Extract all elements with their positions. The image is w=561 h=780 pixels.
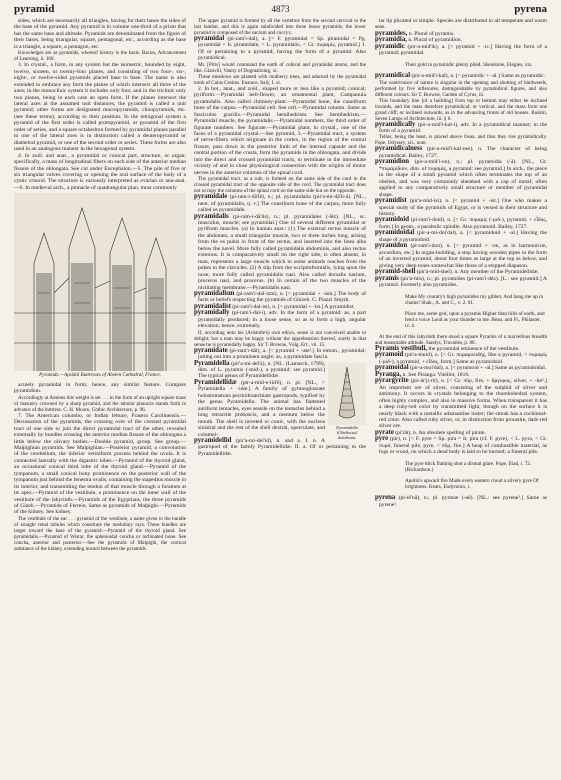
entry bbox=[375, 122, 547, 135]
entry bbox=[194, 310, 366, 329]
quotation: Accordingly at Amiens this weight is set . . . in the form of an upright square mass of masonry crowned by a sharp pyramid, and the tabular pinnacle stands forth in advance of the buttress. C. H. Moore, Gothic Architecture, p. 96. bbox=[14, 394, 186, 413]
definition: (pir-a-mid'i-kal-nes), n. The character of being pyramidical. Bailey, 1727. bbox=[379, 146, 547, 159]
quotation: The pyramidal tract, as a rule, is formed on the same side of the cord in the crossed pyramidal tract of the opposite side of the cord. The pyramidal tract does not occupy the columns of the spinal cord on the same side but on the opposite. bbox=[194, 176, 366, 195]
headword: pyramidist bbox=[375, 197, 407, 205]
quotation: The pyre thick flaming shot a dismal glare. Pope, Iliad, i. 72. (Richardson.) bbox=[405, 460, 532, 473]
headword: pyramides, bbox=[375, 29, 408, 37]
paragraph: 2. In bot., anat., and zoöl., shaped more or less like a pyramid; conical; pyriform.—Pyramidal bell-flower, an ornamental plant, Campanula pyramidalis. Also called chimney-plant.—Pyramidal bone, the cuneiform bone of the carpus.—Pyramidal cell. See cell.—Pyramidal column. Same as fasciculus gracilis.—Pyramidal hemihedrism. See hemihedrism.—Pyramidal muscle, the pyramidalis.—Pyramidal numbers, the third order of figurate numbers. See figurate.—Pyramidal plant, in crystal., one of the faces of a pyramidal crystal.—See pyramid, 3.—Pyramidal tract, a system of nerve-fibers which originate in the cortex, in the region of the central fissure, pass down in the posterior limb of the internal capsule and the central portion of the crusta, form the pyramids in the oblongata, and divide into the direct and crossed pyramidal tracts, to terminate in the immediate vicinity of and in close physiological connection with the origins of motor nerves in the anterior columns of the spinal cord. bbox=[194, 85, 366, 176]
headword: pyramidically bbox=[375, 120, 416, 128]
definition: (pir-a-mid-e-lid'ē), n. pl. [NL., < Pyramidella + -idæ.] A family of gymnoglossate holostomatous pectinibranchiate gastropods, typified by the genus Pyramidella. The animal has flattened auriform tentacles, eyes sessile on the tentacles behind a long retractile proboscis, and a mentum below the mouth. The shell is turreted or conic, with the nucleus sinistral and the rest of the shell dextral, operculate, and columel- bbox=[198, 379, 325, 438]
definition: (pi'rāt), n. An obsolete spelling of pirate. bbox=[395, 429, 486, 436]
headword: pyramidale bbox=[194, 193, 228, 201]
headword: pyramid-shell bbox=[375, 268, 416, 276]
headword: pyramidical bbox=[375, 72, 411, 80]
definition: (pir-a-mi-doi'dal), a. [< pyramidoid + -al.] Having the shape of a pyramidoid. bbox=[379, 230, 547, 243]
quotation: The contrivance of nature is singular in the opening and shutting of bindweeds, performed by five inflexures, distinguishable by pyramidical figures, and also different colours. Sir T. Browne, Garden of Cyrus, iii. bbox=[375, 79, 547, 98]
definition: (pir'a-mid-ist), n. [< pyramid + -ist.] One who makes a special study of the pyramids of Egypt, or is versed in their structure and history. bbox=[379, 198, 547, 217]
definition: the pyramidal eminence of the vestibule. bbox=[428, 345, 520, 352]
paragraph: sides, which are necessarily all triangles, having for their bases the sides of the base of the pyramid. Any pyramid is in volume one-third of a prism that has the same base and altitude. Pyramids are denominated from the figure of their bases, being triangular, square, pentagonal, etc., according as the base is a triangle, a square, a pentagon, etc. bbox=[14, 18, 186, 50]
definition: (pir-är'ji-rit), n. [< Gr. πῦρ, fire, + ἄργυρος, silver, + -ite².] An important ore of silver, consisting of the sulphid of silver and antimony. It occurs in crystals belonging to the rhombohedral system, often highly complex, and also in massive forms. When transparent it has a deep ruby-red color by transmitted light, though on the surface it is nearly black with a metallic adamantine luster; the streak has a cochineal-red color. Also called ruby silver, or, in distinction from proustite, dark-red silver ore. bbox=[379, 378, 547, 430]
headword: pyramidic bbox=[375, 42, 405, 50]
pyramids-illustration bbox=[14, 193, 186, 371]
headword: pyramidally bbox=[194, 309, 230, 317]
entry bbox=[194, 214, 366, 291]
headword: pyramoid bbox=[375, 351, 404, 359]
quotation: Their gold in pyramidic plenty piled. Shenstone, Elegies, xix. bbox=[405, 61, 533, 68]
definition: (pi-ram'i-dal), a. [= F. pyramidal = Sp. piramidal = Pg. pyramidal = It. piramidale, < L. pyramidalis, < Gr. πυραμίς, pyramid.] 1. Of or pertaining to a pyramid; having the form of a pyramid. Also pyramidical. bbox=[198, 36, 366, 62]
left-guide-word: pyramid bbox=[14, 3, 55, 15]
definition: (pir-a-mid'i-kal-i), adv. In a pyramidical manner; in the form of a pyramid. bbox=[379, 121, 547, 134]
paragraph: acutely pyramidal in form; hence, any similar feature. Compare pyramidion. bbox=[14, 381, 186, 395]
quotation: Knowledges are as pyramids, whereof history is the basis. Bacon, Advancement of Learning, ii. 169. bbox=[14, 50, 186, 63]
column-3 bbox=[375, 18, 547, 776]
definition: (pir), n. [< F. pyre = Sp. pira = It. pira (cf. F. pyre), < L. pyra, < Gr. πυρά, funeral pile, pyre, < πῦρ, fire.] A heap of combustible material, as logs or wood, on which a dead body is laid to be burned; a funeral pile. bbox=[379, 436, 547, 456]
headword: pyramis bbox=[375, 274, 399, 282]
definition: (pi-ram'i-doid), n. [< Gr. πυραμίς (-μιδ-), pyramid, + εἶδος, form.] In geom., a parabolic spindle. Also pyramoid. Bailey, 1727. bbox=[379, 217, 547, 230]
headword: Pyramidellidæ bbox=[194, 378, 237, 386]
definition: (pi-ram'i-don), n. [< pyramid + -on, as in harmonicon, accordion, etc.] In organ-building, a stop having wooden pipes in the form of an inverted pyramid, about four times as large at the top as below, and giving very deep tones somewhat like those of a stopped diapason. bbox=[379, 243, 547, 269]
definition: (pir-a-mid'i-kal), a. [< pyramidic + -al.] Same as pyramidic. bbox=[411, 73, 546, 80]
definition: n. Plural of pyramidion. bbox=[408, 37, 462, 44]
definition: n. Plural of pyramis. bbox=[408, 30, 455, 37]
headword: pyramidoid bbox=[375, 216, 409, 224]
definition: (pi-ram-i-dā'lē), n.; pl. pyramidalia (pir'a-mi-dā'li-ā). [NL., neut. of pyramidalis, q. v.] The cuneiform bone of the carpus, more fully called os pyramidale. bbox=[198, 194, 366, 214]
entry bbox=[194, 194, 366, 213]
entry bbox=[194, 438, 366, 457]
definition: n. See Piranga. Vieillot, 1816. bbox=[402, 371, 470, 378]
pyramidella-shell-engraving bbox=[328, 363, 366, 425]
quotation: Place me, some god, upon a pyramis Higher than hills of earth, and lend a voice Loud as your thunder to me. Beau. and Fl., Philaster, iv. 4. bbox=[405, 310, 545, 329]
headword: pyramidoidal bbox=[375, 229, 415, 237]
headword: Pyramidella bbox=[194, 359, 230, 367]
paragraph: 7. The American columbo, or Indian lettuce, Frasera Carolinensis.—Decussation of the pyramids, the crossing over of the crossed pyramidal tract of one side to join the direct pyramidal tract of the other, revealed externally by bundles crossing the anterior median fissure of the oblongata a little below the olivary bodies.—Double pyramid, group. See group.—Malpighian pyramids. See Malpighian.—Posterior pyramid, a convolution of the cerebellum, the inferior vermiform process behind the uvula. It is connected laterally with the digastric lobes.—Pyramid of the thyroid gland, an occasional conical third lobe of the thyroid gland.—Pyramid of the tympanum, a small conical bony prominence on the posterior wall of the tympanum just behind the fenestra ovalis, containing the stapedius muscle in its interior, and transmitting the tendon of that muscle through a foramen at its apex.—Pyramid of the vestibule, a prominence on the inner wall of the vestibule of the labyrinth.—Pyramids of the Egyptians, the three pyramids of Gizeh.—Pyramids of Ferrein. Same as pyramids of Malpighi.—Pyramids of the kidney. See kidney. bbox=[14, 412, 186, 516]
paragraph: lar lip plicated or simple. Species are distributed in all temperate and warm seas. bbox=[375, 18, 547, 31]
entry bbox=[375, 276, 547, 289]
column-2 bbox=[194, 18, 366, 776]
entry bbox=[375, 198, 547, 217]
definition: (pi-ram-i-dā'lis), n.; pl. pyramidales (-lēz). [NL., sc. musculus, muscle; see pyramidal.] One of several different pyramidal or pyriform muscles. (a) In human anat.: (1) The external rectus muscle of the abdomen, a small triangular muscle, two or three inches long, arising from the os pubis in front of the rectus, and inserted into the linea alba below the navel. More fully called pyramidalis abdominis, and also rectus externus. It is comparatively small on the right side, is often absent, in man, represents a large muscle which in some animals reaches from the pubes to the clavicles. (2) A slip from the occipitofrontalis, lying upon the nose; more fully called pyramidalis nasi. Also called dorsalis narium, procerus nasi, and procerus. (b) In certain of the two muscles of the nictitating membrane.—Pyramidalis nasi. bbox=[198, 213, 366, 291]
quotation: Mr. [Pitts] would command the earth of cubical and pyramidal atoms, and the like. Glanvill, Vanity of Dogmatizing, xi. bbox=[194, 61, 366, 74]
headword: pyramidia, bbox=[375, 36, 407, 44]
headword: pyrate bbox=[375, 428, 394, 436]
entry bbox=[375, 44, 547, 57]
page-header bbox=[14, 3, 547, 17]
paragraph: 4. In zoöl. and anat., a pyramidal or conical part, structure, or organ; specifically, a mass of longitudinal fibers on each side of the anterior median fissure of the oblongata. See cut under Encephalon.—5. The pile of five or six triangular valves covering or opening the oral surface of the body of a cystic crinoid. The structure is variously interpreted as ovarian or ano-anal.—6. In medieval arch., a pinnacle of quadrangular plan, most commonly bbox=[14, 152, 186, 191]
definition: (pi-ram'i-dāt), a. [< pyramid + -ate¹.] In entom., pyramidal; jutting out into a prominent angle; as, a pyramidate fascia. bbox=[198, 347, 366, 361]
quotation: Apollo's upward fire Made every eastern cloud a silvery pyre Of brightness. Keats, Endymion, i. bbox=[405, 478, 539, 491]
definition: (pir-a-mid'i-on), n.; pl. pyramidia (-ā). [NL., Gr. *πυραμίδιον, dim. of πυραμίς, a pyramid: see pyramid.] In arch., the piece in the shape of a small pyramid which often terminates the top of an obelisk, and was very commonly sheathed with a cap of metal; often applied to any comparatively small structure or member of pyramidal shape. bbox=[379, 159, 547, 198]
headword: pyramidellid bbox=[194, 437, 232, 445]
definition: (pi-rē'nä), n.; pl. pyrenæ (-nē). [NL.: see pyrene².] Same as pyrene². bbox=[379, 495, 547, 508]
entry bbox=[375, 159, 547, 198]
headword: pyramoidal bbox=[375, 364, 409, 372]
entry bbox=[375, 436, 547, 455]
shell-caption: Pyramidella (Obeliscus) dolabrata. bbox=[336, 424, 358, 440]
headword: pyramidalism bbox=[194, 289, 235, 297]
entry bbox=[375, 495, 547, 508]
definition: (pir'a-mid-shel), n. Any member of the Pyramidellidæ. bbox=[416, 269, 539, 276]
headword: Pyramis vestibuli, bbox=[375, 344, 428, 352]
definition: (pi-ram'i-dal-ist), n. [< pyramidal + -ist.] A pyramidist. bbox=[232, 303, 355, 310]
definition: (pir-a-mid'ik), a. [< pyramid + -ic.] Having the form of a pyramid; pyramidal. bbox=[379, 43, 547, 57]
entry bbox=[375, 378, 547, 430]
column-1 bbox=[14, 18, 186, 776]
entry bbox=[375, 243, 547, 269]
definition: (pi-ram'i-dal-izm), n. [< pyramidal + -ism.] The body of facts or beliefs respecting the pyramids of Ghizeh. C. Piazzi Smyth. bbox=[198, 290, 366, 304]
paragraph: The upper pyramid is formed by all the vertebræ from the second cervical to the last lumbar, and this is again subdivided into three lesser pyramids; the lower pyramid is composed of the sacrum and coccyx. bbox=[194, 18, 366, 36]
paragraph: 3. In crystal., a form, in any system but the isometric, bounded by eight, twelve, sixteen, or twenty-four planes, and consisting of two four-, six-, eight-, or twelve-sided pyramids placed base to base. The name is also extended to embrace any form the planes of which intersect all three of the axes; in the monoclinic system it includes only four, and in the triclinic only two planes, being in each case an open form. If the planes intersect the lateral axes at the assumed unit distances, the pyramid is called a unit pyramid; other forms are designated macropyramids, clinopyramids, etc. (see these terms), according to their position. In the tetragonal system a pyramid of the first order is called protopyramid, or pyramid of the first order of series, and a square octahedron formed by pyramidal planes parallel to one of the lateral axes is in distinction called a deuteropyramid or diametral pyramid, or one of the second order or series. These forms are also used in an analogous manner in the hexagonal system. bbox=[14, 62, 186, 153]
page-number: 4873 bbox=[271, 4, 290, 14]
quotation: Make My country's high pyramides my gibbet, And hang me up in chains! Shak., A. and C., v. 2. 61. bbox=[405, 293, 544, 306]
entry bbox=[194, 36, 366, 62]
quotation: At the end of this labyrinth there stood a square Pyramis of a marvellous breadth and measurable altitude. Sandys, Travailes, p. 88. bbox=[375, 333, 547, 346]
text-columns bbox=[14, 18, 547, 776]
definition: (pir-a-moi'dal), a. [< pyramoid + -al.] Same as pyramidoidal. bbox=[410, 365, 547, 372]
shell-illustration bbox=[328, 363, 366, 425]
quotation: These meadows are planted with mulberry trees, and adorned by the pyramidal tomb of Caius Cestius. Eustace, Italy, I. xi. bbox=[194, 73, 366, 86]
quotation: Tellus, being the least, is placed above Oeaa, and thus they rise pyramidically. Pope, Odyssey, xii., note. bbox=[375, 134, 547, 147]
quotation: If, according unto his (Aristotle's) own ethics, sense is not conceived unable to delight; but a man may be happy without the apprehension thereof, surely in that sense he is pyramidally happy. Sir T. Browne, Vulg. Err., vii. 15. bbox=[194, 329, 366, 348]
headword: pyramidalist bbox=[194, 302, 232, 310]
cathedral-buttress-engraving bbox=[14, 193, 186, 371]
headword: pyre bbox=[375, 435, 389, 443]
definition: (pi-ram'i-dal-i), adv. In the form of a pyramid: as, a part pyramidally produced; in a loose sense, so as to form a high, angular elevation; hence, extremely. bbox=[198, 310, 366, 330]
headword: pyramidate bbox=[194, 346, 228, 354]
right-guide-word: pyrena bbox=[514, 3, 547, 15]
paragraph: The vestibule of the ear . . . pyramid of the vestibule, a name given to the bundle of straight renal tubules which constitute the medullary rays. These bundles are larger toward the base of the pyramid.—Pyramid of the thyroid gland. See pyramidalis.—Pyramid of Wistar, the sphenoidal concha or turbinated bone. See concha, anterior and posterior.—See the pyramids of Malpighi, the cortical substance of the kidney, extending inward between the pyramids. bbox=[14, 515, 186, 552]
definition: (pir'a-mi-del'ā), n. [NL. (Lamarck, 1799), dim. of L. pyramis (-mid-), a pyramid: see pyramid.] The typical genus of Pyramidellidæ. bbox=[198, 360, 325, 380]
headword: pyrargyrite bbox=[375, 377, 409, 385]
headword: pyramidion bbox=[375, 158, 409, 166]
headword: pyramidon bbox=[375, 242, 408, 250]
quotation: This boundary line [of a building] from top to bottom may either be inclined inwards, and the mass therefore pyramidical; or vertical, and the mass form one grand cliff; or inclined outwards, as in the advancing fronts of old houses. Ruskin, Seven Lamps of Architecture, iii. § 6. bbox=[375, 97, 547, 122]
headword: Pyranga, bbox=[375, 370, 402, 378]
entry bbox=[375, 73, 547, 79]
headword: pyrena bbox=[375, 494, 396, 502]
headword: pyramidalis bbox=[194, 212, 229, 220]
figure-caption: Pyramids.—Apsidal Buttresses of Abelen Cathedral, France. bbox=[39, 373, 161, 379]
headword: pyramidicalness bbox=[375, 145, 423, 153]
headword: pyramidal bbox=[194, 35, 225, 42]
definition: (pir'a-moid), n. [< Gr. πυραμοειδής, like a pyramid, < πυραμίς (-μιδ-), a pyramid, + εἶδος, form.] Same as pyramidoid. bbox=[379, 352, 547, 365]
definition: (pir'a-mis), n.; pl. pyramides (pi-ram'i-dēz). [L.: see pyramid.] A pyramid. Formerly also pyramides. bbox=[379, 275, 547, 288]
definition: (pir'a-mi-del'id), n. and a. I. n. A gastropod of the family Pyramidellidæ. II. a. Of or pertaining to the Pyramidellidæ. bbox=[198, 438, 366, 457]
